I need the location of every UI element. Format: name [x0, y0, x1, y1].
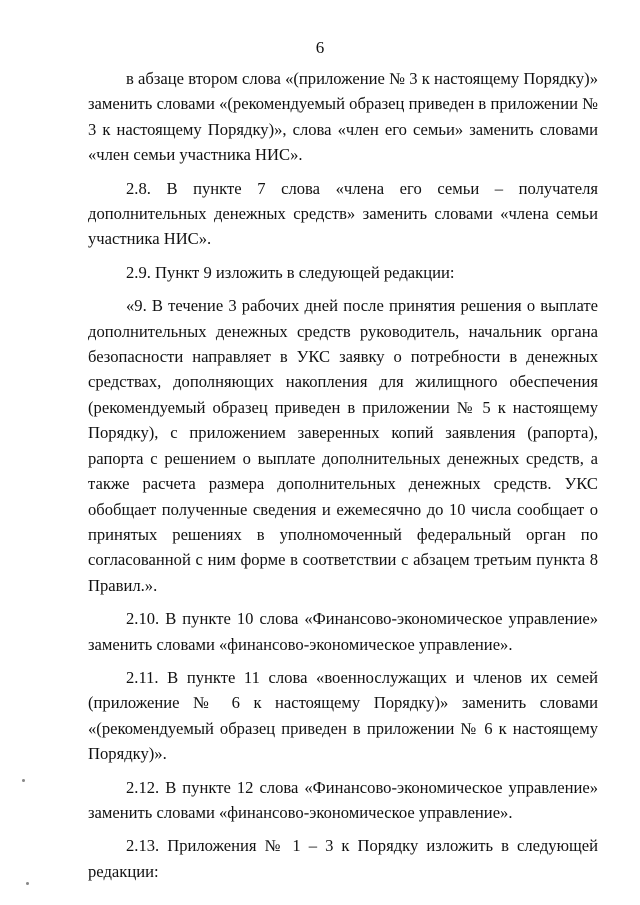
paragraph-2-10: 2.10. В пункте 10 слова «Финансово-экономическое управление» заменить словами «финансово-экономическое управление».: [88, 609, 598, 654]
paragraph-point-9: «9. В течение 3 рабочих дней после принятия решения о выплате дополнительных денежных средств руководитель, начальник органа безопасности направляет в УКС заявку о потребности в денежных средствах, дополняющих накопления для жилищного обеспечения (рекомендуемый образец приведен в приложении № 5 к настоящему Порядку), с приложением заверенных копий заявления (рапорта), рапорта с решением о выплате дополнительных денежных средств, а также расчета размера дополнительных денежных средств. УКС обобщает полученные сведения и ежемесячно до 10 числа сообщает о принятых решениях в уполномоченный федеральный орган по согласованной с ним форме в соответствии с абзацем третьим пункта 8 Правил.».: [88, 296, 598, 595]
paragraph-2-12: 2.12. В пункте 12 слова «Финансово-экономическое управление» заменить словами «финансово-экономическое управление».: [88, 777, 598, 822]
paragraph-2-11: 2.11. В пункте 11 слова «военнослужащих и членов их семей (приложение № 6 к настоящему Порядку)» заменить словами «(рекомендуемый образец приведен в приложении № 6 к настоящему Порядку)».: [88, 667, 598, 764]
document-body: [88, 66, 598, 892]
paragraph-2-8: 2.8. В пункте 7 слова «члена его семьи – получателя дополнительных денежных средств» заменить словами «члена семьи участника НИС».: [88, 178, 598, 249]
page-number: 6: [315, 38, 325, 57]
scan-speck: [26, 882, 29, 885]
paragraph-2-9: 2.9. Пункт 9 изложить в следующей редакции:: [126, 262, 455, 282]
paragraph-intro: в абзаце втором слова «(приложение № 3 к настоящему Порядку)» заменить словами «(рекомендуемый образец приведен в приложении № 3 к настоящему Порядку)», слова «член его семьи» заменить словами «член семьи участника НИС».: [88, 69, 598, 165]
scan-speck: [22, 779, 25, 782]
paragraph-2-13: 2.13. Приложения № 1 – 3 к Порядку изложить в следующей редакции:: [88, 836, 598, 881]
